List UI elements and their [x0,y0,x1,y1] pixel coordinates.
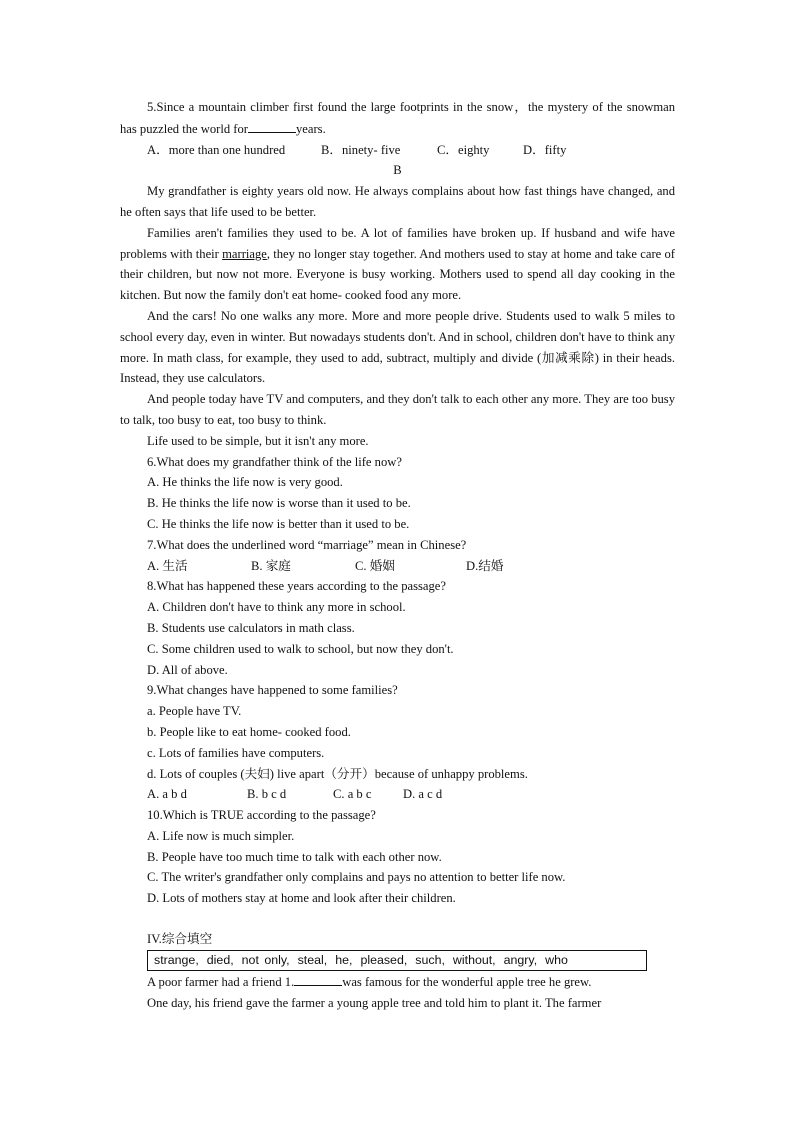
q10-option-d: D. Lots of mothers stay at home and look after their children. [147,891,456,906]
q8-option-a: A. Children don't have to think any more in school. [147,600,406,615]
q10-option-c: C. The writer's grandfather only complains and pays no attention to better life now. [147,870,566,885]
q9-item-d: d. Lots of couples (夫妇) live apart（分开）because of unhappy problems. [147,766,528,781]
section-title: IV.综合填空 [147,932,213,947]
q9-item-c: c. Lots of families have computers. [147,745,325,760]
cloze-line-1: A poor farmer had a friend 1. was famous for the wonderful apple tree he grew. [120,971,675,993]
q5-blank [248,118,296,133]
word-bank-item: not only, [241,952,290,967]
word-bank-item: such, [415,952,445,967]
word-bank-item: pleased, [360,952,408,967]
passage-p4: And people today have TV and computers, and they don't talk to each other any more. They are too busy to talk, too busy to eat, too busy to think. [120,392,675,427]
passage-p2: Families aren't families they used to be. A lot of families have broken up. If husband and wife have problems with their marriage, they no longer stay together. And mothers used to stay at home and take care of their children, but now not more. Everyone is busy working. Mothers used to spend all day cooking in the kitchen. But now the family don't eat home- cooked food any more. [120,225,675,303]
cloze-line-2: One day, his friend gave the farmer a young apple tree and told him to plant it. The farmer [147,995,602,1010]
q7-stem: 7.What does the underlined word “marriage” mean in Chinese? [147,537,467,552]
word-bank-item: without, [452,952,496,967]
q9-options: A. a b d B. b c d C. a b c D. a c d [147,787,443,802]
word-bank-item: strange, [154,952,199,967]
word-bank [147,950,647,971]
passage-p5: Life used to be simple, but it isn't any more. [147,433,369,448]
q10-stem: 10.Which is TRUE according to the passage? [147,808,376,823]
q6-option-b: B. He thinks the life now is worse than it used to be. [147,496,411,511]
q10-option-b: B. People have too much time to talk with each other now. [147,849,442,864]
q8-stem: 8.What has happened these years according to the passage? [147,579,446,594]
underlined-word: marriage [222,246,267,261]
q9-item-a: a. People have TV. [147,704,242,719]
word-bank-item: who [545,952,568,967]
word-bank-item: angry, [503,952,538,967]
document-page [120,97,675,1013]
q6-option-a: A. He thinks the life now is very good. [147,475,343,490]
q5-stem: 5.Since a mountain climber first found the large footprints in the snow，the mystery of the snowman has puzzled the world for years. [120,100,675,136]
q10-option-a: A. Life now is much simpler. [147,828,295,843]
passage-p1: My grandfather is eighty years old now. He always complains about how fast things have changed, and he often says that life used to be better. [120,184,675,219]
q8-option-d: D. All of above. [147,662,228,677]
q6-option-c: C. He thinks the life now is better than it used to be. [147,516,410,531]
word-bank-item: steal, [297,952,328,967]
q8-option-b: B. Students use calculators in math class. [147,620,355,635]
word-bank-item: he, [335,952,353,967]
q9-stem: 9.What changes have happened to some families? [147,683,398,698]
q9-item-b: b. People like to eat home- cooked food. [147,724,351,739]
passage-p3: And the cars! No one walks any more. More and more people drive. Students used to walk 5 miles to school every day, even in winter. But nowadays students don't. And in school, children don't have to think any more. In math class, for example, they used to add, subtract, multiply and divide (加减乘除) in their heads. Instead, they use calculators. [120,308,675,386]
q8-option-c: C. Some children used to walk to school, but now they don't. [147,641,454,656]
q7-options: A. 生活 B. 家庭 C. 婚姻 D.结婚 [147,558,504,573]
passage-label: B [393,163,402,178]
cloze-blank-1 [294,971,342,986]
word-bank-item: died, [206,952,234,967]
q6-stem: 6.What does my grandfather think of the life now? [147,454,402,469]
q5-options: A．more than one hundred B．ninety- five C．eighty D．fifty [147,142,567,157]
